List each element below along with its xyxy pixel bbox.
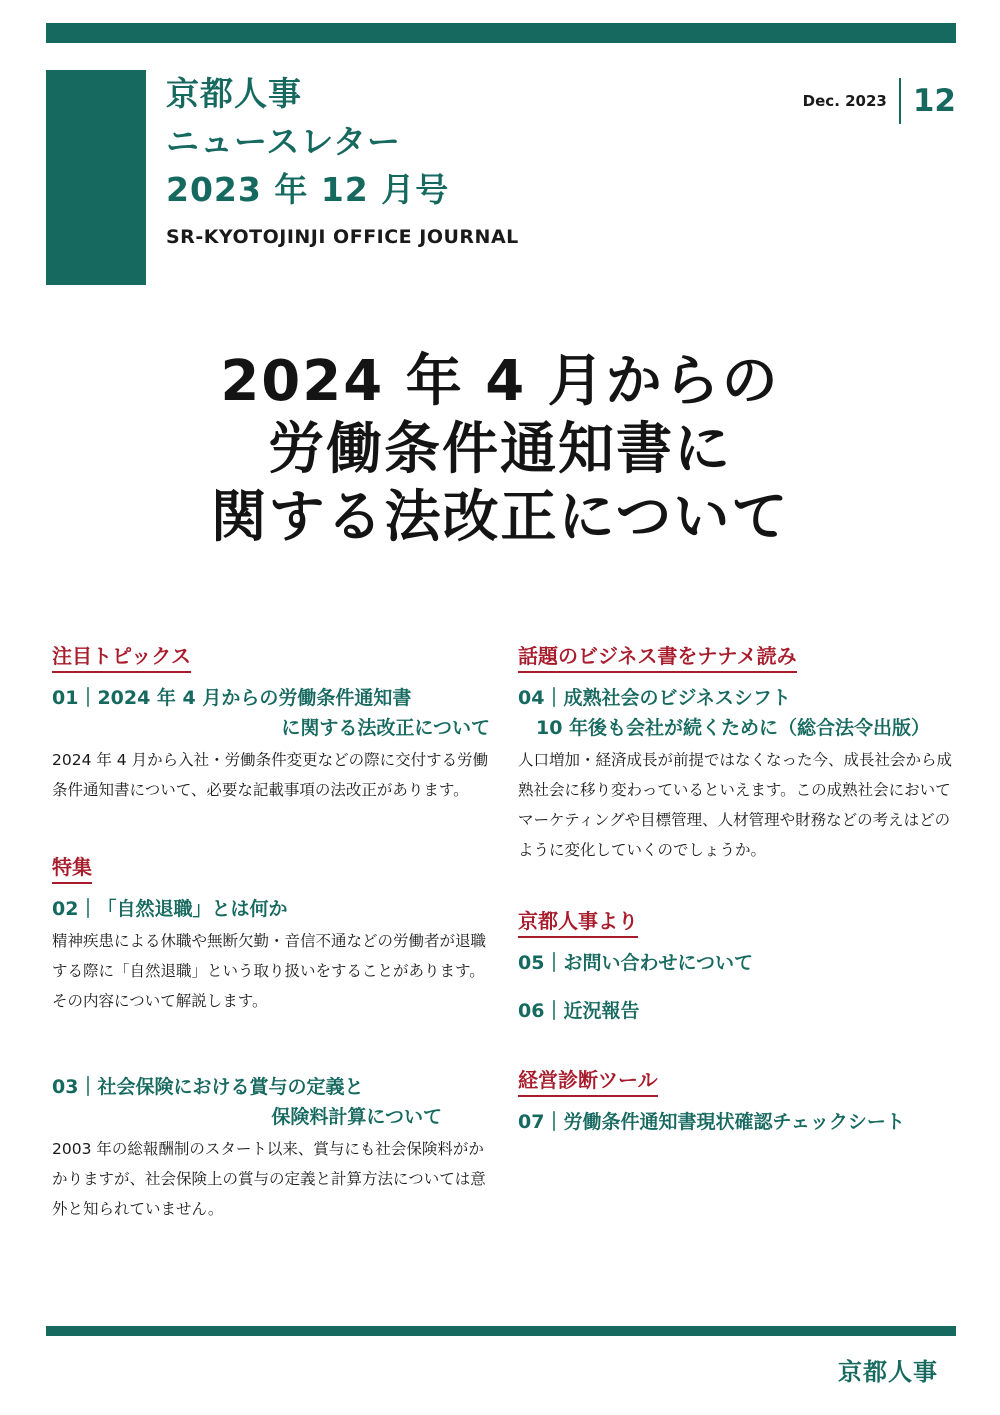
article-summary-02: 精神疾患による休職や無断欠勤・音信不通などの労働者が退職する際に「自然退職」という取り扱いをすることがあります。その内容について解説します。 (52, 932, 487, 1010)
category-label: 京都人事より (518, 905, 638, 938)
section-business-books (518, 640, 958, 865)
article-summary-03: 2003 年の総報酬制のスタート以来、賞与にも社会保険料がかかりますが、社会保険上の賞与の定義と計算方法については意外と知られていません。 (52, 1140, 486, 1218)
article-title-04-line1: 04｜成熟社会のビジネスシフト (518, 687, 791, 709)
article-title-03[interactable] (52, 1072, 492, 1132)
category-label: 特集 (52, 851, 92, 884)
category-label: 注目トピックス (52, 640, 191, 673)
section-featured-topics (52, 640, 492, 805)
left-column (52, 640, 492, 1224)
masthead (166, 70, 519, 248)
article-title-01-line2: に関する法改正について (281, 717, 490, 739)
section-diagnosis-tool (518, 1064, 958, 1137)
masthead-title-line2: ニュースレター (166, 122, 402, 161)
footer-brand: 京都人事 (838, 1358, 938, 1386)
article-title-02[interactable]: 02｜「自然退職」とは何か (52, 898, 288, 920)
article-title-04-line2: 10 年後も会社が続くために（総合法令出版） (536, 717, 931, 739)
headline-line1: 2024 年 4 月からの (220, 349, 780, 414)
masthead-title-line3: 2023 年 12 月号 (166, 170, 450, 209)
headline-line3: 関する法改正について (210, 485, 790, 550)
article-summary-01: 2024 年 4 月から入社・労働条件変更などの際に交付する労働条件通知書について、必要な記載事項の法改正があります。 (52, 751, 489, 799)
issue-info (803, 78, 956, 124)
article-title-01-line1: 01｜2024 年 4 月からの労働条件通知書 (52, 687, 412, 709)
headline-line2: 労働条件通知書に (268, 417, 732, 482)
article-title-05[interactable]: 05｜お問い合わせについて (518, 952, 754, 974)
article-title-01[interactable] (52, 683, 492, 743)
section-from-kyoto-jinji (518, 905, 958, 1026)
category-label: 話題のビジネス書をナナメ読み (518, 640, 797, 673)
masthead-subtitle: SR-KYOTOJINJI OFFICE JOURNAL (166, 226, 519, 248)
top-bar (46, 23, 956, 43)
main-headline (0, 348, 1000, 552)
article-title-04[interactable] (518, 683, 958, 743)
article-title-06[interactable]: 06｜近況報告 (518, 1000, 640, 1022)
masthead-title-line1: 京都人事 (166, 74, 302, 113)
masthead-color-block (46, 70, 146, 285)
article-title-03-line2: 保険料計算について (271, 1106, 442, 1128)
article-title-07[interactable]: 07｜労働条件通知書現状確認チェックシート (518, 1111, 905, 1133)
bottom-bar (46, 1326, 956, 1336)
category-label: 経営診断ツール (518, 1064, 658, 1097)
article-summary-04: 人口増加・経済成長が前提ではなくなった今、成長社会から成熟社会に移り変わっているといえます。この成熟社会においてマーケティングや目標管理、人材管理や財務などの考えはどのように変化していくのでしょうか。 (518, 751, 953, 859)
issue-date: Dec. 2023 (802, 92, 887, 110)
section-article-03 (52, 1072, 492, 1224)
section-special-feature (52, 851, 492, 1016)
issue-number: 12 (912, 83, 956, 119)
right-column (518, 640, 958, 1137)
article-title-03-line1: 03｜社会保険における賞与の定義と (52, 1076, 364, 1098)
